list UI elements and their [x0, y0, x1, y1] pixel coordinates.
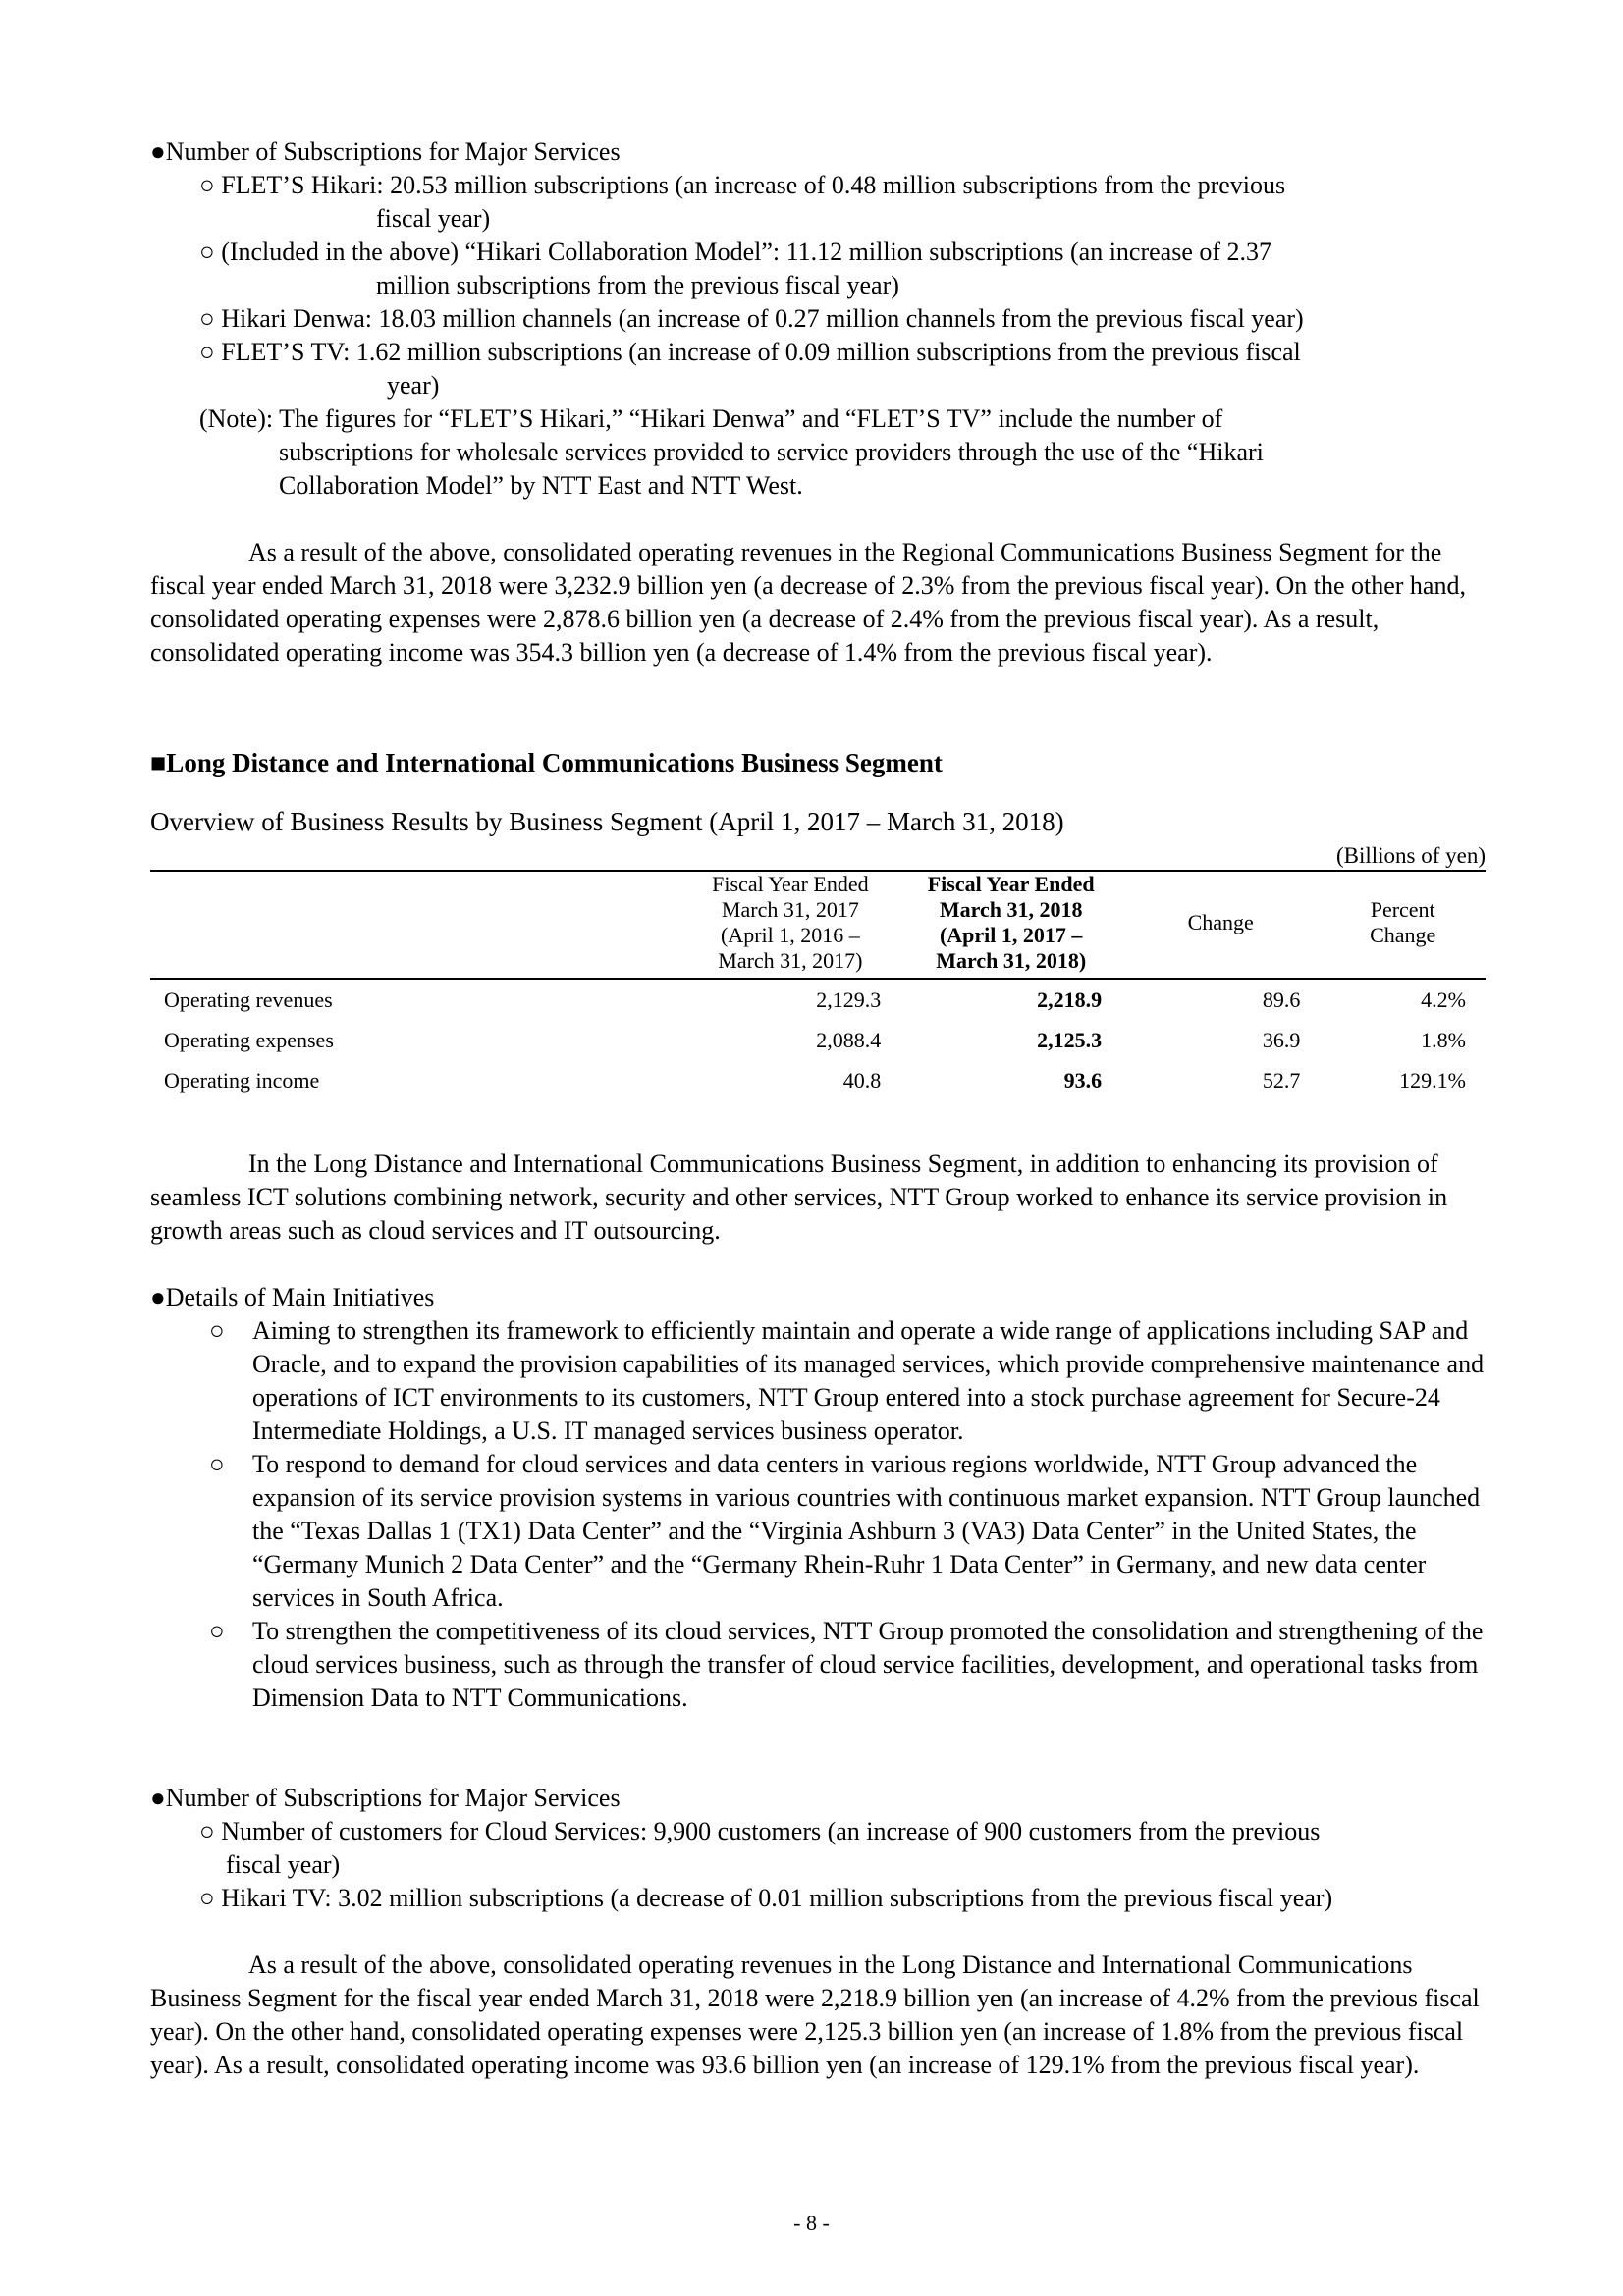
- empty-header: [150, 871, 680, 979]
- list-item-text: To respond to demand for cloud services and data centers in various regions worldwide, NTT Group advanced the expansion of its service provision systems in various countries with continuous market expansion. NTT Group launched the “Texas Dallas 1 (TX1) Data Center” and the “Virginia Ashburn 3 (VA3) Data Center” in the United States, the “Germany Munich 2 Data Center” and the “Germany Rhein-Ruhr 1 Data Center” in Germany, and new data center services in South Africa.: [252, 1450, 1481, 1612]
- row-label: Operating expenses: [164, 1027, 334, 1052]
- note-text-continuation: Collaboration Model” by NTT East and NTT West.: [279, 471, 803, 500]
- cell-change: 89.6: [1262, 987, 1301, 1012]
- cell-percent: 129.1%: [1399, 1067, 1466, 1093]
- cell-change: 52.7: [1262, 1067, 1301, 1093]
- cell-change: 36.9: [1262, 1027, 1301, 1052]
- list-item-text: Aiming to strengthen its framework to efficiently maintain and operate a wide range of applications including SAP and Oracle, and to expand the provision capabilities of its managed services, which provide comprehensive maintenance and operations of ICT environments to its customers, NTT Group entered into a stock purchase agreement for Secure-24 Intermediate Holdings, a U.S. IT managed services business operator.: [252, 1316, 1485, 1445]
- column-header-curr: Fiscal Year Ended March 31, 2018 (April 1, 2017 – March 31, 2018): [927, 872, 1095, 973]
- cell-prev: 2,088.4: [816, 1027, 882, 1052]
- list-item-text: To strengthen the competitiveness of its cloud services, NTT Group promoted the consolidation and strengthening of the cloud services business, such as through the transfer of cloud service facilities, development, and operational tasks from Dimension Data to NTT Communications.: [252, 1617, 1484, 1712]
- list-item-continuation: year): [387, 371, 440, 400]
- list-item: ○ Number of customers for Cloud Services: 9,900 customers (an increase of 900 customers from the previous: [199, 1817, 1321, 1845]
- unit-label: (Billions of yen): [1335, 843, 1486, 868]
- column-header-percent: Percent Change: [1370, 897, 1436, 947]
- results-table: [150, 870, 1486, 1100]
- list-item: [209, 1448, 1486, 1615]
- column-header-change: Change: [1187, 910, 1254, 934]
- segment-heading: ■Long Distance and International Communications Business Segment: [150, 748, 943, 777]
- column-header-prev: Fiscal Year Ended March 31, 2017 (April 1, 2016 – March 31, 2017): [712, 872, 869, 973]
- row-label: Operating revenues: [164, 987, 333, 1012]
- circle-bullet-icon: ○: [209, 1316, 225, 1345]
- row-label: Operating income: [164, 1067, 320, 1093]
- regional-result-paragraph: As a result of the above, consolidated operating revenues in the Regional Communications Business Segment for the fiscal year ended March 31, 2018 were 3,232.9 billion yen (a decrease of 2.3% from the previous fiscal year). On the other hand, consolidated operating expenses were 2,878.6 billion yen (a decrease of 2.4% from the previous fiscal year). As a result, consolidated operating income was 354.3 billion yen (a decrease of 1.4% from the previous fiscal year).: [150, 538, 1466, 667]
- list-item: [209, 1314, 1486, 1448]
- table-title: Overview of Business Results by Business Segment (April 1, 2017 – March 31, 2018): [150, 807, 1064, 836]
- list-item: ○ Hikari Denwa: 18.03 million channels (an increase of 0.27 million channels from the previous fiscal year): [199, 304, 1304, 333]
- cell-curr: 2,125.3: [1037, 1027, 1103, 1052]
- table-row: [150, 1020, 1486, 1060]
- list-item: ○ FLET’S Hikari: 20.53 million subscriptions (an increase of 0.48 million subscriptions from the previous: [199, 171, 1286, 199]
- list-item-continuation: fiscal year): [376, 204, 491, 233]
- list-item: ○ FLET’S TV: 1.62 million subscriptions (an increase of 0.09 million subscriptions from the previous fiscal: [199, 338, 1301, 366]
- cell-percent: 1.8%: [1421, 1027, 1466, 1052]
- circle-bullet-icon: ○: [209, 1450, 225, 1478]
- ldi-result-paragraph: As a result of the above, consolidated operating revenues in the Long Distance and International Communications Business Segment for the fiscal year ended March 31, 2018 were 2,218.9 billion yen (an increase of 4.2% from the previous fiscal year). On the other hand, consolidated operating expenses were 2,125.3 billion yen (an increase of 1.8% from the previous fiscal year). As a result, consolidated operating income was 93.6 billion yen (an increase of 129.1% from the previous fiscal year).: [150, 1950, 1480, 2079]
- document-page: [150, 135, 1486, 2082]
- note-text-continuation: subscriptions for wholesale services provided to service providers through the use of the “Hikari: [279, 438, 1264, 466]
- initiatives-heading: ●Details of Main Initiatives: [150, 1283, 435, 1311]
- table-row: [150, 1060, 1486, 1100]
- note-text: (Note): The figures for “FLET’S Hikari,” “Hikari Denwa” and “FLET’S TV” include the number of: [199, 404, 1223, 433]
- list-item: [209, 1615, 1486, 1715]
- cell-curr: 2,218.9: [1037, 987, 1103, 1012]
- subscriptions-list: [150, 169, 1486, 402]
- page-number: - 8 -: [793, 2211, 830, 2235]
- cell-prev: 2,129.3: [816, 987, 882, 1012]
- list-item-continuation: million subscriptions from the previous fiscal year): [376, 271, 899, 299]
- subscriptions-heading: ●Number of Subscriptions for Major Services: [150, 1784, 621, 1812]
- subscriptions-heading: ●Number of Subscriptions for Major Services: [150, 137, 621, 166]
- list-item: ○ Hikari TV: 3.02 million subscriptions (a decrease of 0.01 million subscriptions from the previous fiscal year): [199, 1884, 1333, 1912]
- initiatives-list: [150, 1314, 1486, 1715]
- cell-percent: 4.2%: [1421, 987, 1466, 1012]
- cell-prev: 40.8: [842, 1067, 882, 1093]
- table-row: [150, 979, 1486, 1020]
- list-item-continuation: fiscal year): [226, 1850, 341, 1879]
- circle-bullet-icon: ○: [209, 1617, 225, 1645]
- list-item: ○ (Included in the above) “Hikari Collaboration Model”: 11.12 million subscriptions (an increase of 2.37: [199, 238, 1272, 266]
- intro-paragraph: In the Long Distance and International Communications Business Segment, in addition to enhancing its provision of seamless ICT solutions combining network, security and other services, NTT Group worked to enhance its service provision in growth areas such as cloud services and IT outsourcing.: [150, 1149, 1448, 1245]
- cell-curr: 93.6: [1063, 1067, 1103, 1093]
